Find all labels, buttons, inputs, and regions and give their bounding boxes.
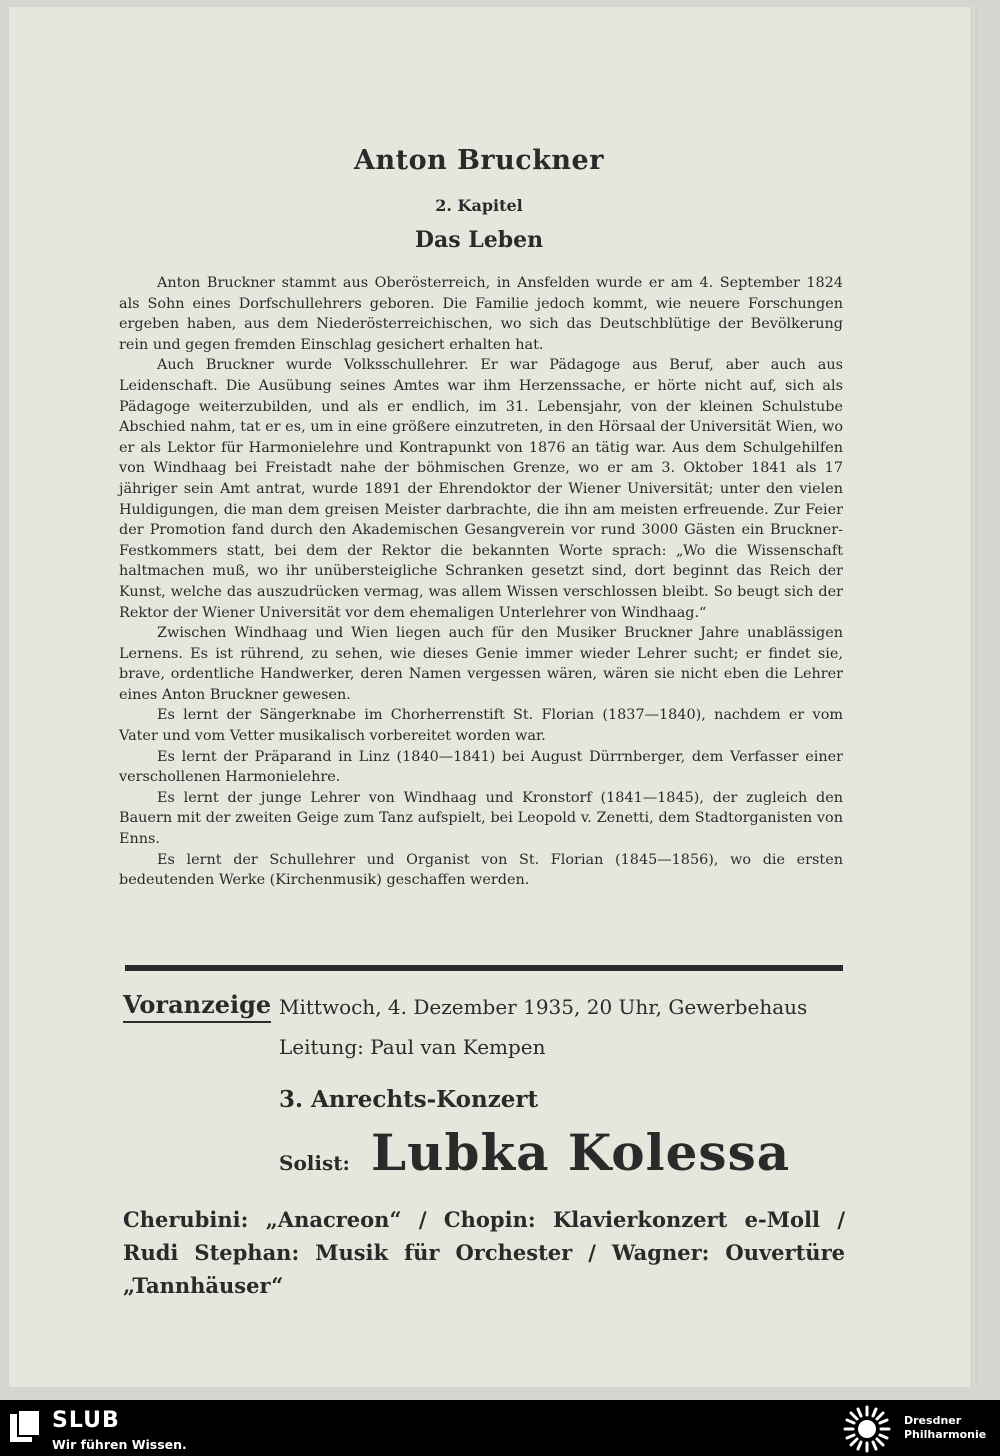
soloist-label: Solist: [279,1151,350,1175]
document-title: Anton Bruckner [354,145,604,176]
paragraph: Es lernt der Präparand in Linz (1840—1841) bei August Dürrnberger, dem Verfasser einer verschollenen Harmonielehre. [119,748,843,786]
paragraph: Es lernt der Sängerknabe im Chorherrenstift St. Florian (1837—1840), nachdem er vom Vater und vom Vetter musikalisch vorbereitet worden war. [119,707,843,745]
chapter-title: Das Leben [414,227,544,253]
concert-program: Cherubini: „Anacreon“ / Chopin: Klavierkonzert e-Moll / Rudi Stephan: Musik für Orchester / Wagner: Ouvertüre „Tannhäuser“ [123,1207,845,1298]
paragraph: Auch Bruckner wurde Volksschullehrer. Er war Pädagoge aus Beruf, aber auch aus Leidenschaft. Die Ausübung seines Amtes war ihm Herzenssache, er hörte nicht auf, sich als Pädagoge weiterzubilden, und als er endlich, im 31. Lebensjahr, von der kleinen Schulstube Abschied nahm, tat er es, um in eine größere einzutreten, in den Hörsaal der Universität Wien, wo er als Lektor für Harmonielehre und Kontrapunkt von 1876 an tätig war. Aus dem Schulgehilfen von Windhaag bei Freistadt nahe der böhmischen Grenze, wo er am 3. Oktober 1841 als 17 jähriger sein Amt antrat, wurde 1891 der Ehrendoktor der Wiener Universität; unter den vielen Huldigungen, die man dem greisen Meister darbrachte, die ihn am meisten erfreuende. Zur Feier der Promotion fand durch den Akademischen Gesangverein vor rund 3000 Gästen ein Bruckner-Festkommers statt, bei dem der Rektor die bekannten Worte sprach: „Wo die Wissenschaft haltmachen muß, wo ihr unübersteigliche Schranken gesetzt sind, dort beginnt das Reich der Kunst, welche das auszudrücken vermag, was allem Wissen verschlossen bleibt. So beugt sich der Rektor der Wiener Universität vor dem ehemaligen Unterlehrer von Windhaag.“ [119,357,843,621]
paragraph: Es lernt der junge Lehrer von Windhaag und Kronstorf (1841—1845), der zugleich den Bauern mit der zweiten Geige zum Tanz aufspielt, bei Leopold v. Zenetti, dem Stadtorganisten von Enns. [119,789,843,848]
paragraph: Es lernt der Schullehrer und Organist von St. Florian (1845—1856), wo die ersten bedeutenden Werke (Kirchenmusik) geschaffen werden. [119,851,843,889]
slub-tagline: Wir führen Wissen. [52,1437,187,1452]
philharmonie-logo-icon [842,1404,892,1454]
paragraph: Zwischen Windhaag und Wien liegen auch für den Musiker Bruckner Jahre unablässigen Lernens. Es ist rührend, zu sehen, wie dieses Genie immer wieder Lehrer sucht; er findet sie, brave, ordentliche Handwerker, deren Namen vergessen wären, wären sie nicht eben die Lehrer eines Anton Bruckner gewesen. [119,625,843,703]
section-divider [125,965,843,971]
article-body [119,273,843,891]
slub-logo-icon [10,1410,40,1442]
philharmonie-name [904,1414,986,1442]
document-page [9,7,972,1387]
paragraph: Anton Bruckner stammt aus Oberösterreich, in Ansfelden wurde er am 4. September 1824 als Sohn eines Dorfschullehrers geboren. Die Familie jedoch kommt, wie neuere Forschungen ergeben haben, aus dem Niederösterreichischen, wo sich das Deutschblütige der Bevölkerung rein und gegen fremden Einschlag gesichert erhalten hat. [119,275,843,353]
philharmonie-name-line2: Philharmonie [904,1428,987,1441]
concert-title: 3. Anrechts-Konzert [279,1086,539,1113]
announcement-label: Voranzeige [123,989,271,1023]
chapter-number: 2. Kapitel [435,196,523,215]
philharmonie-name-line1: Dresdner [904,1414,962,1427]
concert-conductor: Leitung: Paul van Kempen [279,1035,546,1059]
concert-date: Mittwoch, 4. Dezember 1935, 20 Uhr, Gewerbehaus [279,995,808,1019]
soloist-name: Lubka Kolessa [371,1123,791,1182]
slub-name: SLUB [52,1408,120,1433]
viewer-footer [0,1400,1000,1456]
